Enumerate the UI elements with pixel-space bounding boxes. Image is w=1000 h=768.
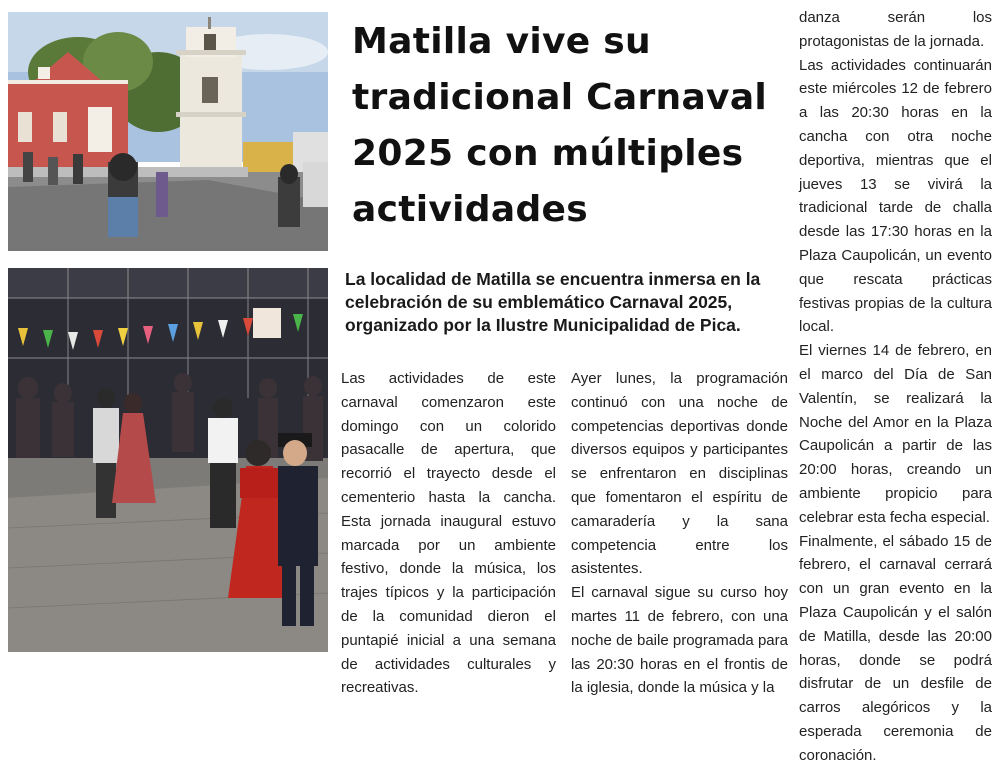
lead-paragraph: La localidad de Matilla se encuentra inmersa en la celebración de su emblemático Carnaval 2025, organizado por la Ilustre Municipalidad de Pica. — [345, 269, 761, 335]
body-paragraph: El carnaval sigue su curso hoy martes 11 de febrero, con una noche de baile programada para las 20:30 horas en el frontis de la iglesia, donde la música y la — [571, 584, 788, 697]
body-paragraph: danza serán los protagonistas de la jornada. — [799, 9, 992, 50]
body-paragraph: Las actividades continuarán este miércoles 12 de febrero a las 20:30 horas en la cancha con otra noche deportiva, mientras que el jueves 13 se vivirá la tradicional tarde de challa desde las 17:30 horas en la Plaza Caupolicán, un evento que rescata prácticas festivas propias de la cultura local. — [799, 56, 992, 336]
church-plaza-photo — [8, 12, 328, 251]
headline: Matilla vive su tradicional Carnaval 2025 con múltiples actividades — [352, 21, 768, 230]
dancing-couples-photo — [8, 268, 328, 652]
body-paragraph: Ayer lunes, la programación continuó con una noche de competencias deportivas donde diversos equipos y participantes se enfrentaron en disciplinas que fomentaron el espíritu de camaradería y la sana competencia entre los asistentes. — [571, 370, 788, 578]
article-column-1 — [341, 367, 556, 700]
article-column-2 — [571, 367, 788, 700]
article-column-3 — [799, 6, 992, 768]
body-paragraph: El viernes 14 de febrero, en el marco del Día de San Valentín, se realizará la Noche del Amor en la Plaza Caupolicán a partir de las 20:00 horas, creando un ambiente propicio para celebrar esta fecha especial. — [799, 342, 992, 526]
body-paragraph: Finalmente, el sábado 15 de febrero, el carnaval cerrará con un gran evento en la Plaza Caupolicán y el salón de Matilla, desde las 20:00 horas, donde se podrá disfrutar de un desfile de carros alegóricos y la esperada ceremonia de coronación. — [799, 532, 992, 764]
body-paragraph: Las actividades de este carnaval comenzaron este domingo con un colorido pasacalle de apertura, que recorrió el trayecto desde el cementerio hasta la cancha. Esta jornada inaugural estuvo marcada por un ambiente festivo, donde la música, los trajes típicos y la participación de la comunidad dieron el puntapié inicial a una semana de actividades culturales y recreativas. — [341, 370, 556, 697]
